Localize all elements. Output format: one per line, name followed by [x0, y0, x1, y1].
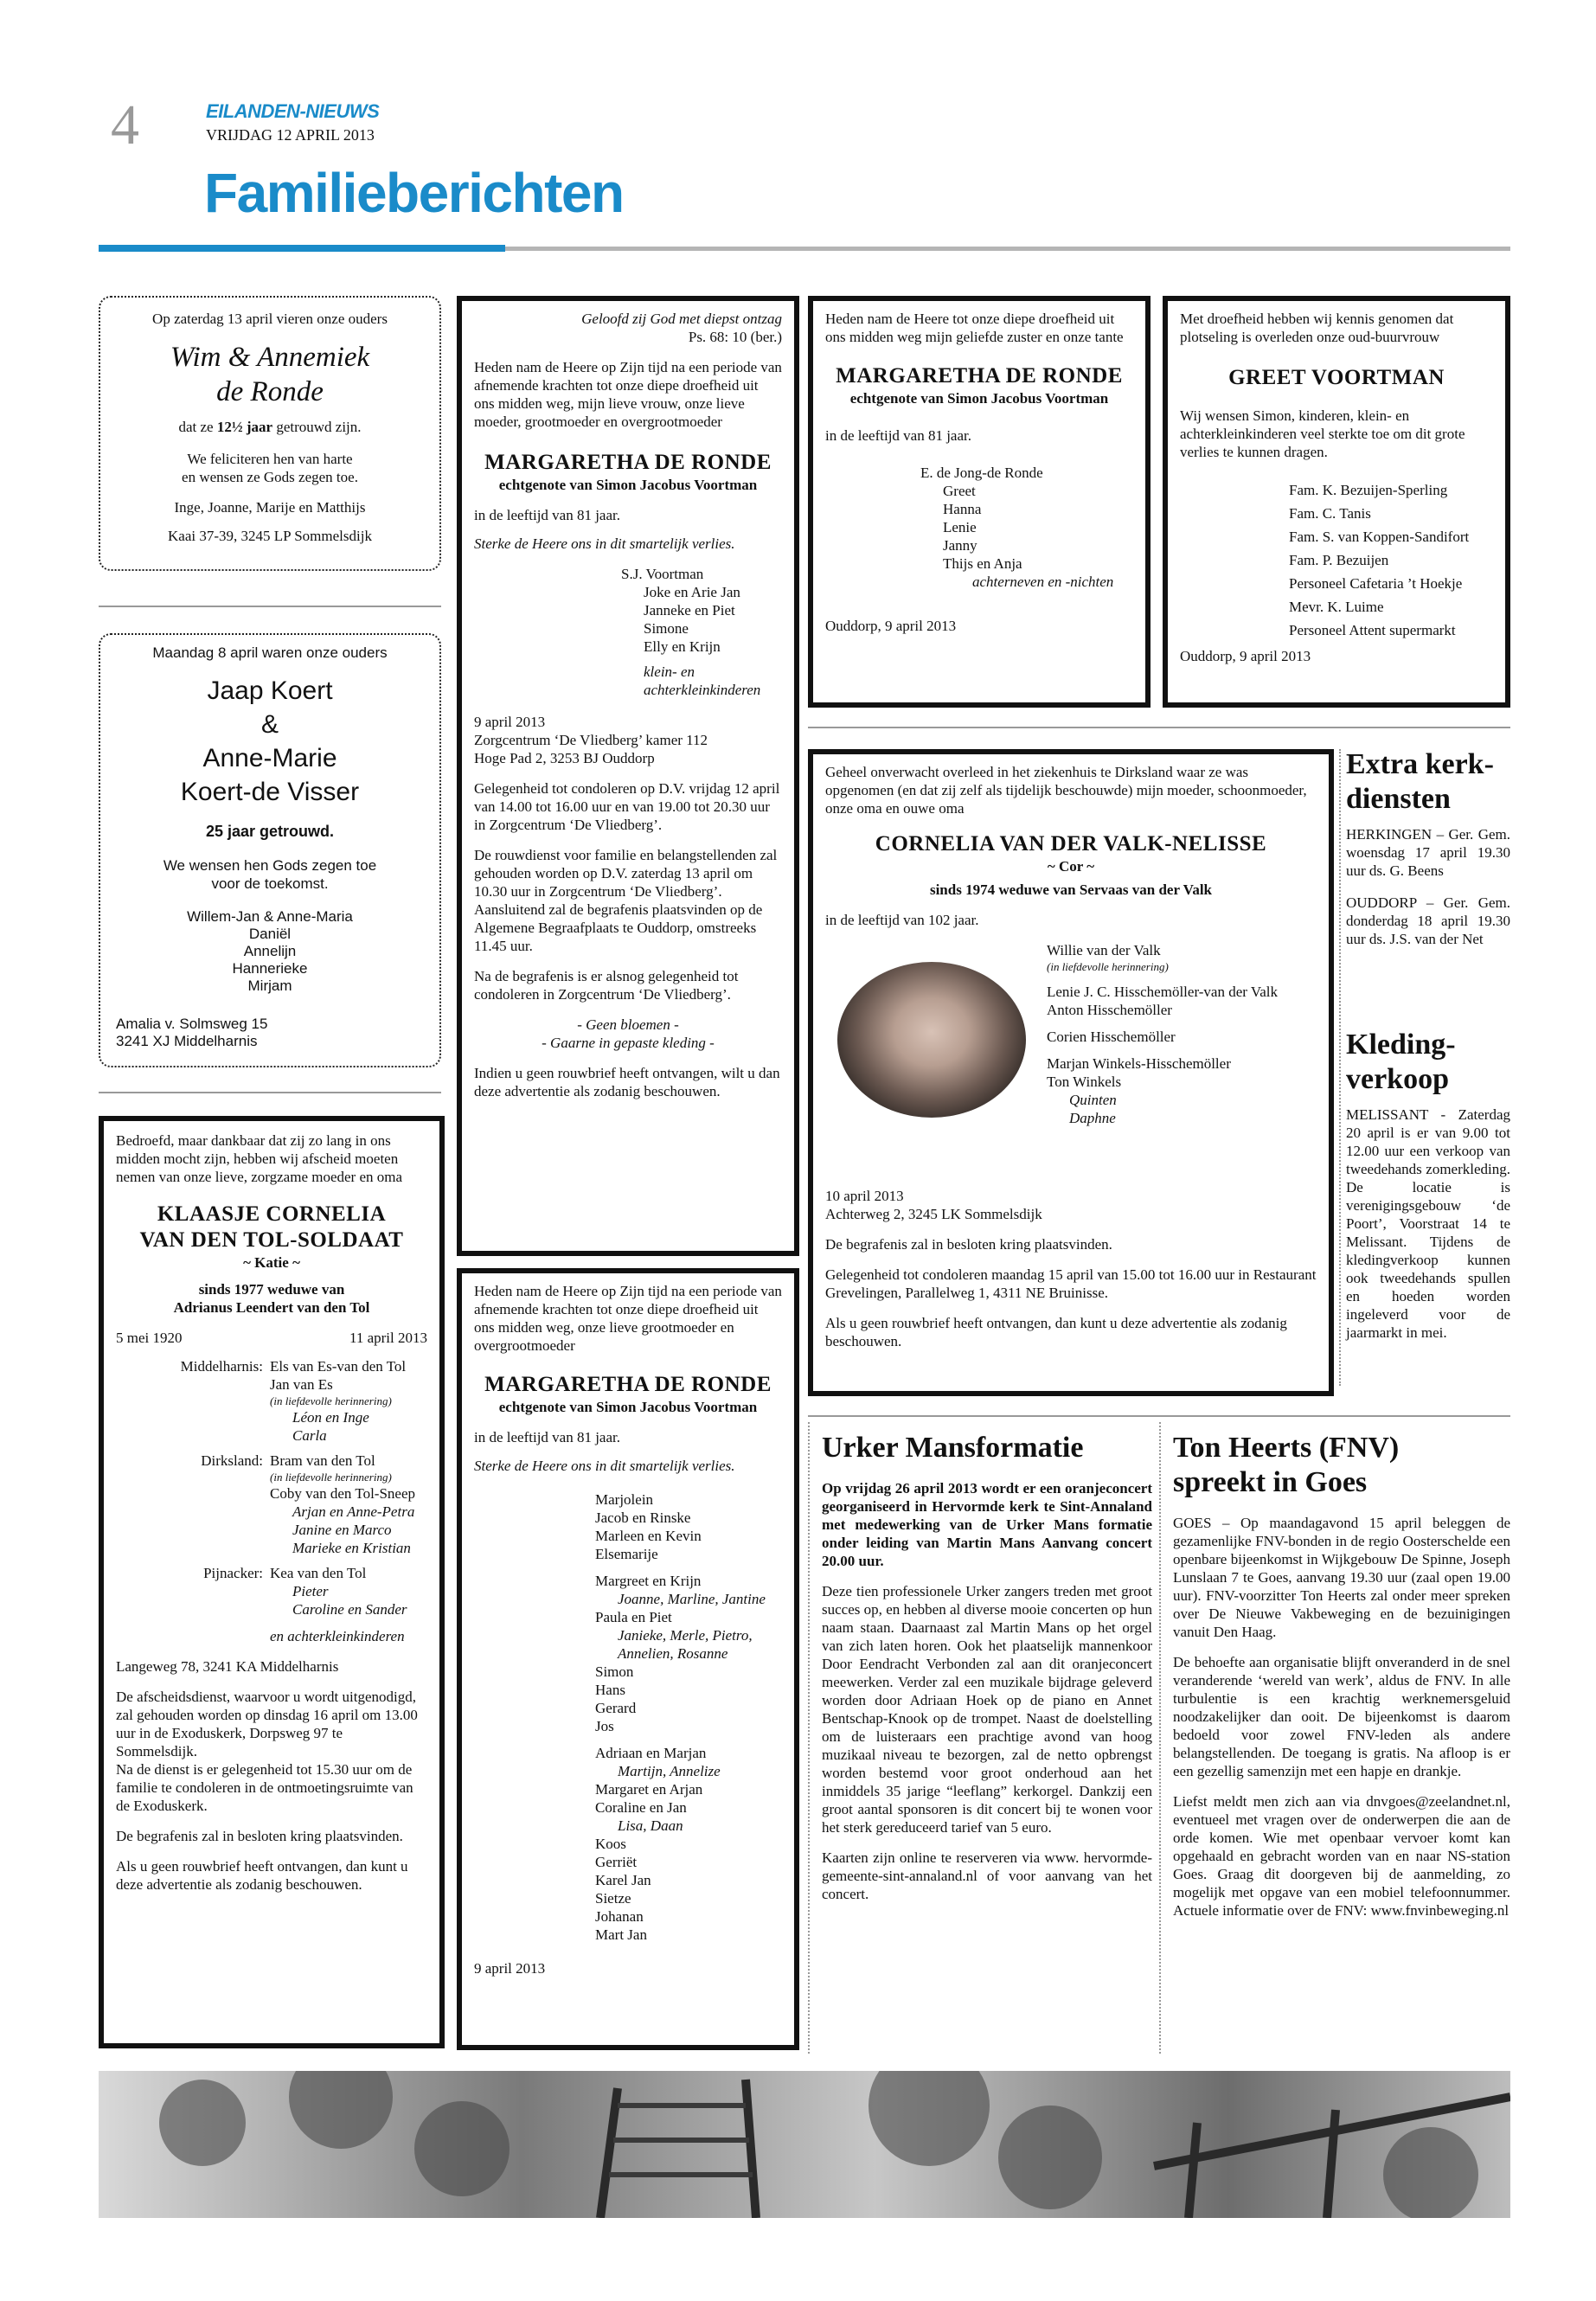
divider	[808, 1415, 1510, 1417]
column-divider	[1159, 1422, 1161, 2054]
article-title-line-2: verkoop	[1346, 1063, 1449, 1095]
death-date: 10 april 2013	[825, 1188, 904, 1204]
photo-and-family	[825, 941, 1317, 1168]
section-title: Familieberichten	[204, 162, 624, 224]
address-line-2: 3241 XJ Middelharnis	[116, 1033, 258, 1049]
family-member: (in liefdevolle herinnering)	[270, 1471, 392, 1484]
address: Achterweg 2, 3245 LK Sommelsdijk	[825, 1206, 1042, 1222]
death-date: 9 april 2013	[474, 714, 546, 730]
notice: Als u geen rouwbrief heeft ontvangen, dan kunt u deze advertentie als zodanig beschouwen.	[825, 1315, 1287, 1349]
family-member: Martijn, Annelize	[618, 1763, 721, 1779]
family-list	[920, 464, 1133, 591]
burial-info: De begrafenis zal in besloten kring plaatsvinden.	[116, 1828, 403, 1844]
article-paragraph-2: De behoefte aan organisatie blijft onveranderd in de snel veranderende ‘wereld van werk’, aldus de FNV. In alle turbulentie is een krachtig werknemersgeluid noodzakelijker dan ooit. De bijeenkomst is daarom bedoeld voor zowel FNV-leden als andere belangstellenden. De toegang is gratis. Na afloop is er een gezellig samenzijn met een hapje en drankje.	[1173, 1654, 1510, 1779]
burial-info: De begrafenis zal in besloten kring plaatsvinden.	[825, 1236, 1112, 1253]
signatory: Mevr. K. Luime	[1289, 599, 1384, 615]
deceased-name: MARGARETHA DE RONDE	[836, 364, 1123, 388]
page-number: 4	[111, 93, 139, 157]
divider	[808, 727, 1510, 728]
family-member: Mart Jan	[595, 1926, 647, 1943]
family-group	[116, 1357, 427, 1445]
condolence-info: Gelegenheid tot condoleren op D.V. vrijdag 12 april van 14.00 tot 16.00 uur en van 19.00 tot 20.30 uur in Zorgcentrum ‘De Vliedberg’.	[474, 780, 780, 833]
family-member: Margreet en Krijn	[595, 1573, 702, 1589]
family-names	[270, 1564, 427, 1645]
family-member: Koos	[595, 1836, 626, 1852]
ad-intro: Geheel onverwacht overleed in het ziekenhuis te Dirksland waar ze was opgenomen (en dat zij zelf als tijdelijk beschouwde) mijn moeder, schoonmoeder, onze oma en ouwe oma	[825, 764, 1307, 817]
couple-name-line-2: de Ronde	[216, 376, 324, 407]
landscape-photo	[99, 2071, 1510, 2218]
signatory: Fam. S. van Koppen-Sandifort	[1289, 529, 1470, 545]
age-line: in de leeftijd van 102 jaar.	[825, 912, 979, 928]
family-member: Corien Hisschemöller	[1047, 1029, 1176, 1045]
family-member: Hanna	[943, 501, 982, 517]
spacer	[270, 1618, 427, 1627]
service-info: De rouwdienst voor familie en belangstellenden zal gehouden worden op D.V. zaterdag 13 april om 10.30 uur in Zorgcentrum ‘De Vliedberg’. Aansluitend zal de begrafenis plaatsvinden op de Algemene Begraafplaats te Ouddorp, omstreeks 11.45 uur.	[474, 847, 778, 954]
notice: Indien u geen rouwbrief heeft ontvangen, wilt u dan deze advertentie als zodanig beschouwen.	[474, 1065, 780, 1099]
photo-detail	[99, 2071, 1510, 2218]
anniversary-ad-koert	[99, 633, 441, 1067]
deceased-name: MARGARETHA DE RONDE	[484, 451, 772, 474]
article-urker-mansformatie	[822, 1431, 1152, 1903]
grandchildren-line-1: klein- en	[644, 663, 695, 680]
ad-intro: Maandag 8 april waren onze ouders	[152, 644, 388, 661]
flowers-note: - Geen bloemen -	[577, 1016, 679, 1033]
deceased-name: CORNELIA VAN DER VALK-NELISSE	[875, 832, 1267, 856]
verse-line: Sterke de Heere ons in dit smartelijk verlies.	[474, 1458, 735, 1474]
ad-intro: Heden nam de Heere op Zijn tijd na een periode van afnemende krachten tot onze diepe droefheid uit ons midden weg, mijn lieve vrouw, onze lieve moeder, grootmoeder en overgrootmoeder	[474, 359, 782, 430]
article-title-line-1: Extra kerk-	[1346, 748, 1494, 780]
family-member: Anton Hisschemöller	[1047, 1002, 1172, 1018]
address: Kaai 37-39, 3245 LP Sommelsdijk	[168, 528, 372, 544]
family-member: Elsemarije	[595, 1546, 658, 1562]
verse-line: Sterke de Heere ons in dit smartelijk verlies.	[474, 535, 735, 552]
children-names: Inge, Joanne, Marije en Matthijs	[174, 499, 366, 516]
family-member: Janny	[943, 537, 977, 554]
article-title: Urker Mansformatie	[822, 1432, 1084, 1464]
family-member: Joanne, Marline, Jantine	[618, 1591, 766, 1607]
article-title-line-2: spreekt in Goes	[1173, 1466, 1368, 1498]
family-member: Marjan Winkels-Hisschemöller	[1047, 1055, 1231, 1072]
family-member: Carla	[292, 1427, 327, 1444]
wish-line-2: en wensen ze Gods zegen toe.	[182, 469, 358, 485]
family-group	[116, 1564, 427, 1645]
portrait-photo	[837, 962, 1026, 1118]
signatory: Fam. P. Bezuijen	[1289, 552, 1389, 568]
spouse-line: echtgenote van Simon Jacobus Voortman	[498, 1399, 758, 1415]
spouse-line: echtgenote van Simon Jacobus Voortman	[498, 477, 758, 493]
service-ouddorp: OUDDORP – Ger. Gem. donderdag 18 april 19.30 uur ds. J.S. van der Net	[1346, 894, 1510, 947]
child: Daniël	[248, 926, 292, 942]
family-member: Jan van Es	[270, 1376, 333, 1393]
spacer	[1047, 1019, 1278, 1028]
bible-quote: Geloofd zij God met diepst ontzag	[581, 311, 782, 327]
divider	[99, 1092, 441, 1093]
family-member: Daphne	[1069, 1110, 1116, 1126]
service-herkingen: HERKINGEN – Ger. Gem. woensdag 17 april 19.30 uur ds. G. Beens	[1346, 826, 1510, 879]
family-member: Léon en Inge	[292, 1409, 369, 1426]
ad-intro: Heden nam de Heere op Zijn tijd na een periode van afnemende krachten tot onze diepe droefheid uit ons midden weg, onze lieve grootmoeder en overgrootmoeder	[474, 1283, 782, 1354]
article-kledingverkoop	[1346, 1028, 1510, 1342]
place-line-2: Hoge Pad 2, 3253 BJ Ouddorp	[474, 750, 655, 766]
obituary-cornelia-van-der-valk	[808, 749, 1334, 1396]
grandchildren-line-2: achterkleinkinderen	[644, 682, 761, 698]
divider	[99, 606, 441, 607]
column-divider	[808, 1422, 810, 2054]
spacer	[1047, 974, 1278, 983]
family-list	[1047, 941, 1278, 1127]
article-title-line-1: Ton Heerts (FNV)	[1173, 1432, 1400, 1464]
widow-of-line: sinds 1974 weduwe van Servaas van der Valk	[929, 881, 1213, 898]
age-line: in de leeftijd van 81 jaar.	[825, 427, 971, 444]
family-member: Janine en Marco	[292, 1522, 392, 1538]
widow-of-line-1: sinds 1977 weduwe van	[198, 1281, 345, 1298]
child: Mirjam	[247, 977, 292, 994]
family-member: Quinten	[1069, 1092, 1117, 1108]
family-member: Arjan en Anne-Petra	[292, 1503, 415, 1520]
family-member: Jacob en Rinske	[595, 1509, 691, 1526]
child: Annelijn	[243, 943, 297, 959]
child: Hannerieke	[232, 960, 308, 977]
wish-line-1: We feliciteren hen van harte	[187, 451, 353, 467]
birth-date: 5 mei 1920	[116, 1330, 183, 1346]
condolence-info: Na de dienst is er gelegenheid tot 15.30 uur om de familie te condoleren in de ontmoetingsruimte van de Exoduskerk.	[116, 1761, 413, 1814]
family-member: Margaret en Arjan	[595, 1781, 703, 1798]
family-member: Adriaan en Marjan	[595, 1745, 707, 1761]
family-member: (in liefdevolle herinnering)	[1047, 960, 1169, 973]
obituary-margaretha-de-ronde-grandchildren	[457, 1268, 799, 2050]
condolence-greet-voortman	[1163, 296, 1510, 708]
ad-intro: Op zaterdag 13 april vieren onze ouders	[152, 311, 388, 327]
article-ton-heerts-fnv	[1173, 1431, 1510, 1920]
family-member: Gerard	[595, 1700, 637, 1716]
spouse-line: echtgenote van Simon Jacobus Voortman	[849, 390, 1109, 407]
header-rule-grey	[505, 247, 1510, 251]
obituary-margaretha-de-ronde-sister	[808, 296, 1151, 708]
article-lead: Op vrijdag 26 april 2013 wordt er een oranjeconcert georganiseerd in Hervormde kerk te Sint-Annaland met medewerking van de Urker Mans formatie onder leiding van Martin Mans Aanvang concert 20.00 uur.	[822, 1480, 1152, 1569]
article-title-line-1: Kleding-	[1346, 1029, 1456, 1061]
family-member: E. de Jong-de Ronde	[920, 465, 1043, 481]
family-member: S.J. Voortman	[621, 566, 704, 582]
dress-note: - Gaarne in gepaste kleding -	[542, 1035, 715, 1051]
column-divider	[1339, 749, 1341, 1386]
signatory: Fam. C. Tanis	[1289, 505, 1371, 522]
obituary-margaretha-de-ronde-family	[457, 296, 799, 1256]
spacer	[1047, 1046, 1278, 1054]
wish-line-2: voor de toekomst.	[211, 875, 329, 892]
place-label: Pijnacker:	[203, 1565, 263, 1581]
family-member: Karel Jan	[595, 1872, 651, 1888]
family-names	[270, 1452, 427, 1557]
age-line: in de leeftijd van 81 jaar.	[474, 1429, 620, 1445]
family-member: Bram van den Tol	[270, 1452, 375, 1469]
family-member: Johanan	[595, 1908, 644, 1925]
nickname: ~ Katie ~	[243, 1254, 300, 1271]
wish-line-1: We wensen hen Gods zegen toe	[163, 857, 377, 874]
family-member: Janieke, Merle, Pietro,	[618, 1627, 753, 1644]
age-line: in de leeftijd van 81 jaar.	[474, 507, 620, 523]
notice: Als u geen rouwbrief heeft ontvangen, dan kunt u deze advertentie als zodanig beschouwen.	[116, 1858, 408, 1893]
family-member: Lenie J. C. Hisschemöller-van der Valk	[1047, 984, 1279, 1000]
ad-intro: Heden nam de Heere tot onze diepe droefheid uit ons midden weg mijn geliefde zuster en onze tante	[825, 311, 1124, 345]
ad-intro: Met droefheid hebben wij kennis genomen dat plotseling is overleden onze oud-buurvrouw	[1180, 311, 1454, 345]
family-member: en achterkleinkinderen	[270, 1628, 405, 1644]
death-date: 9 april 2013	[474, 1960, 546, 1977]
signatory: Personeel Attent supermarkt	[1289, 622, 1456, 638]
widow-of-line-2: Adrianus Leendert van den Tol	[173, 1299, 370, 1316]
signatories	[1289, 478, 1493, 642]
family-member: achterneven en -nichten	[972, 574, 1114, 590]
article-body: Deze tien professionele Urker zangers treden met groot succes op, en hebben al diverse mooie concerten op hun naam staan. Daarnaast zal Martin Mans op het orgel van zich laten horen. Ook het plaatselijk mannenkoor Door Eendracht Verbonden zal aan dit oranjeconcert meewerken. Verder zal een muzikale bijdrage geleverd worden door Adriaan Hoek op de piano en Annet Bentschap-Knook op de trompet. Naast de doelstelling om de luisteraars een prachtige avond van hoog muzikaal niveau te bezorgen, zal de netto opbrengst worden bestemd voor groot onderhoud aan het inmiddels 35 jarige “leeflang” kerkorgel. Dankzij een groot aantal sponsoren is dit concert bij te wonen voor het sterk gereduceerd tarief van 5 euro.	[822, 1583, 1152, 1836]
signatory: Personeel Cafetaria ’t Hoekje	[1289, 575, 1463, 592]
article-paragraph-3: Liefst meldt men zich aan via dnvgoes@zeelandnet.nl, eventueel met vragen over de onderwerpen die aan de orde komen. Wie met openbaar vervoer komt kan opgehaald en gebracht worden van en naar NS-station Goes. Graag dit doorgeven bij de aanmelding, zo mogelijk met opgave van een mobiel telefoonnummer. Actuele informatie over de FNV: www.fnvinbeweging.nl	[1173, 1793, 1510, 1919]
family-member: Simone	[644, 620, 689, 637]
family-member: Joke en Arie Jan	[644, 584, 740, 600]
family-member: Paula en Piet	[595, 1609, 672, 1625]
family-member: Kea van den Tol	[270, 1565, 367, 1581]
death-date: 11 april 2013	[349, 1330, 427, 1346]
place-line-1: Zorgcentrum ‘De Vliedberg’ kamer 112	[474, 732, 708, 748]
family-member: Simon	[595, 1663, 634, 1680]
family-member: Annelien, Rosanne	[618, 1645, 728, 1662]
family-group	[116, 1452, 427, 1557]
ad-intro: Bedroefd, maar dankbaar dat zij zo lang in ons midden mocht zijn, hebben wij afscheid moeten nemen van onze lieve, zorgzame moeder en oma	[116, 1132, 403, 1185]
years-married: dat ze 12½ jaar getrouwd zijn.	[178, 419, 362, 435]
couple-name-line-3: Anne-Marie	[202, 744, 337, 772]
family-member: Lenie	[943, 519, 977, 535]
family-member: Caroline en Sander	[292, 1601, 407, 1618]
masthead-logo: EILANDEN-NIEUWS	[206, 100, 380, 122]
couple-name-line-1: Jaap Koert	[207, 676, 333, 705]
family-member: Jos	[595, 1718, 614, 1734]
family-list	[595, 1490, 782, 1944]
service-info: De afscheidsdienst, waarvoor u wordt uitgenodigd, zal gehouden worden op dinsdag 16 april om 13.00 uur in de Exoduskerk, Dorpsweg 97 te Sommelsdijk.	[116, 1689, 418, 1759]
obituary-klaasje-van-den-tol	[99, 1116, 445, 2048]
place-date: Ouddorp, 9 april 2013	[1180, 648, 1311, 664]
family-member: Sietze	[595, 1890, 631, 1907]
family-member: Coraline en Jan	[595, 1799, 687, 1816]
deceased-name: GREET VOORTMAN	[1228, 366, 1445, 389]
couple-name-line-1: Wim & Annemiek	[170, 342, 370, 373]
place-label: Dirksland:	[201, 1452, 263, 1469]
family-list	[621, 565, 782, 699]
deceased-name-line-1: KLAASJE CORNELIA	[157, 1202, 387, 1226]
place-date: Ouddorp, 9 april 2013	[825, 618, 957, 634]
family-member: Marleen en Kevin	[595, 1528, 702, 1544]
article-title-line-2: diensten	[1346, 783, 1451, 815]
family-member: Gerriët	[595, 1854, 638, 1870]
family-member: (in liefdevolle herinnering)	[270, 1394, 392, 1407]
couple-name-line-2: &	[260, 710, 279, 739]
couple-name-line-4: Koert-de Visser	[180, 778, 360, 806]
wish-text: Wij wensen Simon, kinderen, klein- en achterkleinkinderen veel sterkte toe om dit grote verlies te kunnen dragen.	[1180, 407, 1465, 460]
family-member: Ton Winkels	[1047, 1074, 1122, 1090]
address	[116, 1016, 439, 1050]
family-member: Marieke en Kristian	[292, 1540, 411, 1556]
family-member: Greet	[943, 483, 976, 499]
family-member: Coby van den Tol-Sneep	[270, 1485, 415, 1502]
spacer	[595, 1735, 782, 1744]
issue-date: VRIJDAG 12 APRIL 2013	[206, 126, 375, 144]
header-rule-accent	[99, 245, 505, 252]
children-list	[100, 908, 439, 995]
spacer	[595, 1563, 782, 1572]
family-names	[270, 1357, 427, 1445]
family-member: Pieter	[292, 1583, 329, 1599]
family-member: Marjolein	[595, 1491, 654, 1508]
years-married: 25 jaar getrouwd.	[205, 823, 335, 840]
family-member: Elly en Krijn	[644, 638, 721, 655]
family-member: Lisa, Daan	[618, 1817, 683, 1834]
family-list	[116, 1357, 427, 1645]
deceased-name: MARGARETHA DE RONDE	[484, 1373, 772, 1396]
bible-reference: Ps. 68: 10 (ber.)	[688, 329, 782, 345]
nickname: ~ Cor ~	[1047, 858, 1095, 875]
address: Langeweg 78, 3241 KA Middelharnis	[116, 1658, 339, 1675]
life-dates	[116, 1329, 427, 1347]
tickets-info: Kaarten zijn online te reserveren via www. hervormde-gemeente-sint-annaland.nl of voor aanvang van het concert.	[822, 1849, 1152, 1902]
place-label: Middelharnis:	[180, 1358, 263, 1375]
address-line-1: Amalia v. Solmsweg 15	[116, 1016, 268, 1032]
anniversary-ad-de-ronde	[99, 296, 441, 571]
article-body: MELISSANT - Zaterdag 20 april is er van 9.00 tot 12.00 uur een verkoop van tweedehands zomerkleding. De locatie is verenigingsgebouw ‘de Poort’, Voorstraat 14 te Melissant. Tijdens de kledingverkoop kunnen ook tweedehands spullen en hoeden worden ingeleverd voor de jaarmarkt in mei.	[1346, 1106, 1510, 1341]
condolence-info: Gelegenheid tot condoleren maandag 15 april van 15.00 tot 16.00 uur in Restaurant Grevelingen, Parallelweg 1, 4311 NE Bruinisse.	[825, 1266, 1317, 1301]
family-member: Els van Es-van den Tol	[270, 1358, 407, 1375]
deceased-name-line-2: VAN DEN TOL-SOLDAAT	[139, 1228, 404, 1252]
article-paragraph-1: GOES – Op maandagavond 15 april beleggen de gezamenlijke FNV-bonden in de regio Oosterschelde een openbare bijeenkomst in Wijkgebouw De Spinne, Joseph Lunslaan 7 te Goes, aanvang 19.30 uur (zaal open 19.00 uur). FNV-voorzitter Ton Heerts zal onder meer spreken over De Nieuwe Vakbeweging en de bezuinigingen vanuit Den Haag.	[1173, 1515, 1510, 1640]
family-member: Janneke en Piet	[644, 602, 735, 619]
signatory: Fam. K. Bezuijen-Sperling	[1289, 482, 1448, 498]
family-member: Thijs en Anja	[943, 555, 1022, 572]
after-burial-info: Na de begrafenis is er alsnog gelegenheid tot condoleren in Zorgcentrum ‘De Vliedberg’.	[474, 968, 739, 1003]
child: Willem-Jan & Anne-Maria	[187, 908, 353, 925]
family-member: Willie van der Valk	[1047, 942, 1161, 958]
family-member: Hans	[595, 1682, 625, 1698]
article-extra-kerkdiensten	[1346, 747, 1510, 948]
